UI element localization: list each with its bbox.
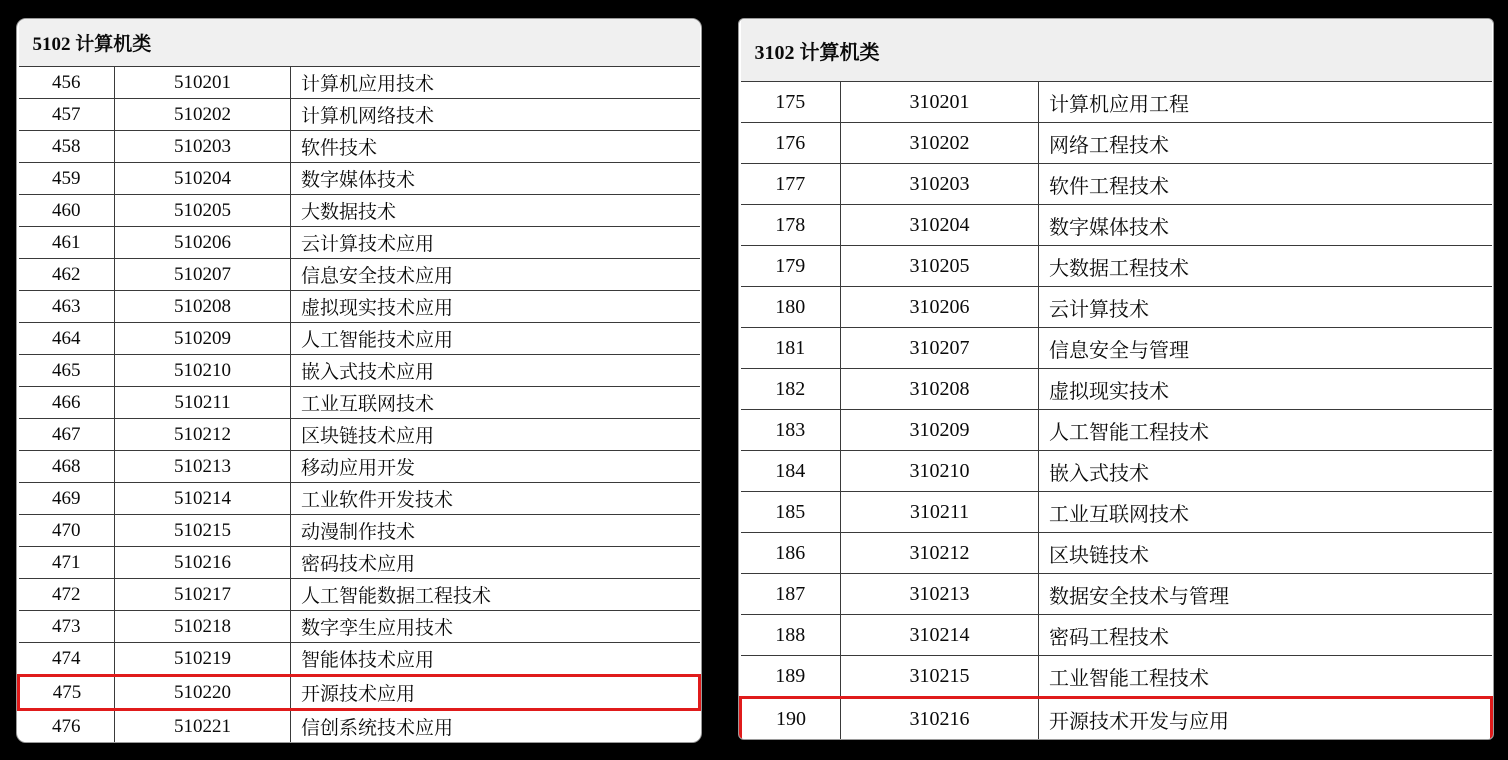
major-code-cell: 310203 [841,164,1039,205]
major-name-cell: 工业互联网技术 [291,387,700,419]
major-code-cell: 310216 [841,698,1039,740]
table-row [741,492,1492,533]
major-name-cell: 开源技术开发与应用 [1039,698,1492,740]
major-name-cell: 计算机应用技术 [291,67,700,99]
row-index-cell: 467 [19,419,115,451]
row-index-cell: 457 [19,99,115,131]
row-index-cell: 175 [741,82,841,123]
table-row [19,131,700,163]
major-code-cell: 310206 [841,287,1039,328]
major-code-cell: 510216 [115,547,291,579]
major-name-cell: 密码技术应用 [291,547,700,579]
major-code-cell: 510218 [115,611,291,643]
row-index-cell: 473 [19,611,115,643]
major-code-cell: 510214 [115,483,291,515]
table-row [19,355,700,387]
table-row [19,99,700,131]
table-row [19,451,700,483]
major-code-cell: 510220 [115,676,291,710]
row-index-cell: 184 [741,451,841,492]
major-name-cell: 区块链技术 [1039,533,1492,574]
row-index-cell: 476 [19,710,115,743]
right-table [739,19,1493,739]
major-code-cell: 510205 [115,195,291,227]
major-name-cell: 工业智能工程技术 [1039,656,1492,698]
row-index-cell: 179 [741,246,841,287]
major-name-cell: 网络工程技术 [1039,123,1492,164]
row-index-cell: 460 [19,195,115,227]
major-name-cell: 智能体技术应用 [291,643,700,676]
table-row [19,676,700,710]
table-row [19,67,700,99]
major-code-cell: 310212 [841,533,1039,574]
major-name-cell: 工业软件开发技术 [291,483,700,515]
table-row [741,246,1492,287]
table-row [741,410,1492,451]
major-name-cell: 软件技术 [291,131,700,163]
row-index-cell: 475 [19,676,115,710]
table-row [19,227,700,259]
major-name-cell: 信息安全技术应用 [291,259,700,291]
major-code-cell: 510207 [115,259,291,291]
row-index-cell: 181 [741,328,841,369]
major-name-cell: 计算机应用工程 [1039,82,1492,123]
table-row [741,287,1492,328]
major-code-cell: 510209 [115,323,291,355]
row-index-cell: 470 [19,515,115,547]
major-name-cell: 工业互联网技术 [1039,492,1492,533]
major-code-cell: 510212 [115,419,291,451]
left-table-header-row [19,19,700,67]
major-name-cell: 数字孪生应用技术 [291,611,700,643]
left-table-header-label: 5102 计算机类 [19,19,700,67]
major-name-cell: 计算机网络技术 [291,99,700,131]
major-code-cell: 310202 [841,123,1039,164]
major-name-cell: 大数据技术 [291,195,700,227]
left-major-table [16,18,702,743]
row-index-cell: 469 [19,483,115,515]
table-row [741,656,1492,698]
row-index-cell: 465 [19,355,115,387]
table-row [741,328,1492,369]
major-code-cell: 510208 [115,291,291,323]
major-code-cell: 310215 [841,656,1039,698]
table-row [19,515,700,547]
row-index-cell: 183 [741,410,841,451]
left-table [17,19,701,742]
row-index-cell: 182 [741,369,841,410]
major-code-cell: 510201 [115,67,291,99]
row-index-cell: 468 [19,451,115,483]
table-row [741,451,1492,492]
table-row [19,387,700,419]
row-index-cell: 456 [19,67,115,99]
major-name-cell: 信息安全与管理 [1039,328,1492,369]
table-row [741,123,1492,164]
major-name-cell: 数字媒体技术 [1039,205,1492,246]
row-index-cell: 464 [19,323,115,355]
major-code-cell: 510203 [115,131,291,163]
major-name-cell: 数据安全技术与管理 [1039,574,1492,615]
major-code-cell: 510210 [115,355,291,387]
major-code-cell: 310208 [841,369,1039,410]
major-name-cell: 嵌入式技术 [1039,451,1492,492]
major-name-cell: 数字媒体技术 [291,163,700,195]
major-name-cell: 动漫制作技术 [291,515,700,547]
major-name-cell: 人工智能工程技术 [1039,410,1492,451]
table-row [19,611,700,643]
major-code-cell: 310207 [841,328,1039,369]
right-table-header-label: 3102 计算机类 [741,19,1492,82]
major-name-cell: 嵌入式技术应用 [291,355,700,387]
row-index-cell: 459 [19,163,115,195]
major-name-cell: 移动应用开发 [291,451,700,483]
major-name-cell: 大数据工程技术 [1039,246,1492,287]
table-row [19,710,700,743]
table-row [741,533,1492,574]
right-table-header-row [741,19,1492,82]
table-row [19,547,700,579]
row-index-cell: 188 [741,615,841,656]
row-index-cell: 463 [19,291,115,323]
table-row [741,574,1492,615]
major-code-cell: 510219 [115,643,291,676]
table-row [741,615,1492,656]
table-row [741,82,1492,123]
major-code-cell: 510221 [115,710,291,743]
table-row [19,163,700,195]
major-code-cell: 510202 [115,99,291,131]
major-code-cell: 510206 [115,227,291,259]
major-code-cell: 310211 [841,492,1039,533]
row-index-cell: 178 [741,205,841,246]
major-name-cell: 虚拟现实技术应用 [291,291,700,323]
major-name-cell: 人工智能数据工程技术 [291,579,700,611]
row-index-cell: 461 [19,227,115,259]
row-index-cell: 472 [19,579,115,611]
row-index-cell: 190 [741,698,841,740]
table-row [741,369,1492,410]
row-index-cell: 176 [741,123,841,164]
row-index-cell: 474 [19,643,115,676]
major-code-cell: 510217 [115,579,291,611]
major-code-cell: 310205 [841,246,1039,287]
row-index-cell: 458 [19,131,115,163]
major-name-cell: 软件工程技术 [1039,164,1492,205]
major-code-cell: 510211 [115,387,291,419]
row-index-cell: 462 [19,259,115,291]
row-index-cell: 189 [741,656,841,698]
table-row [19,323,700,355]
major-code-cell: 310214 [841,615,1039,656]
major-code-cell: 510215 [115,515,291,547]
row-index-cell: 466 [19,387,115,419]
major-name-cell: 云计算技术应用 [291,227,700,259]
major-name-cell: 信创系统技术应用 [291,710,700,743]
major-name-cell: 云计算技术 [1039,287,1492,328]
table-row [741,164,1492,205]
right-major-table [738,18,1494,740]
major-code-cell: 310210 [841,451,1039,492]
table-row [19,643,700,676]
major-name-cell: 区块链技术应用 [291,419,700,451]
table-row [19,579,700,611]
row-index-cell: 177 [741,164,841,205]
table-row [19,259,700,291]
table-row [19,195,700,227]
major-name-cell: 人工智能技术应用 [291,323,700,355]
major-code-cell: 510204 [115,163,291,195]
table-row [19,419,700,451]
major-code-cell: 310209 [841,410,1039,451]
table-row [19,483,700,515]
row-index-cell: 187 [741,574,841,615]
major-name-cell: 密码工程技术 [1039,615,1492,656]
row-index-cell: 471 [19,547,115,579]
table-row [19,291,700,323]
major-name-cell: 开源技术应用 [291,676,700,710]
major-code-cell: 310204 [841,205,1039,246]
row-index-cell: 186 [741,533,841,574]
major-name-cell: 虚拟现实技术 [1039,369,1492,410]
major-code-cell: 310201 [841,82,1039,123]
table-row [741,698,1492,740]
major-code-cell: 510213 [115,451,291,483]
row-index-cell: 180 [741,287,841,328]
major-code-cell: 310213 [841,574,1039,615]
table-row [741,205,1492,246]
row-index-cell: 185 [741,492,841,533]
